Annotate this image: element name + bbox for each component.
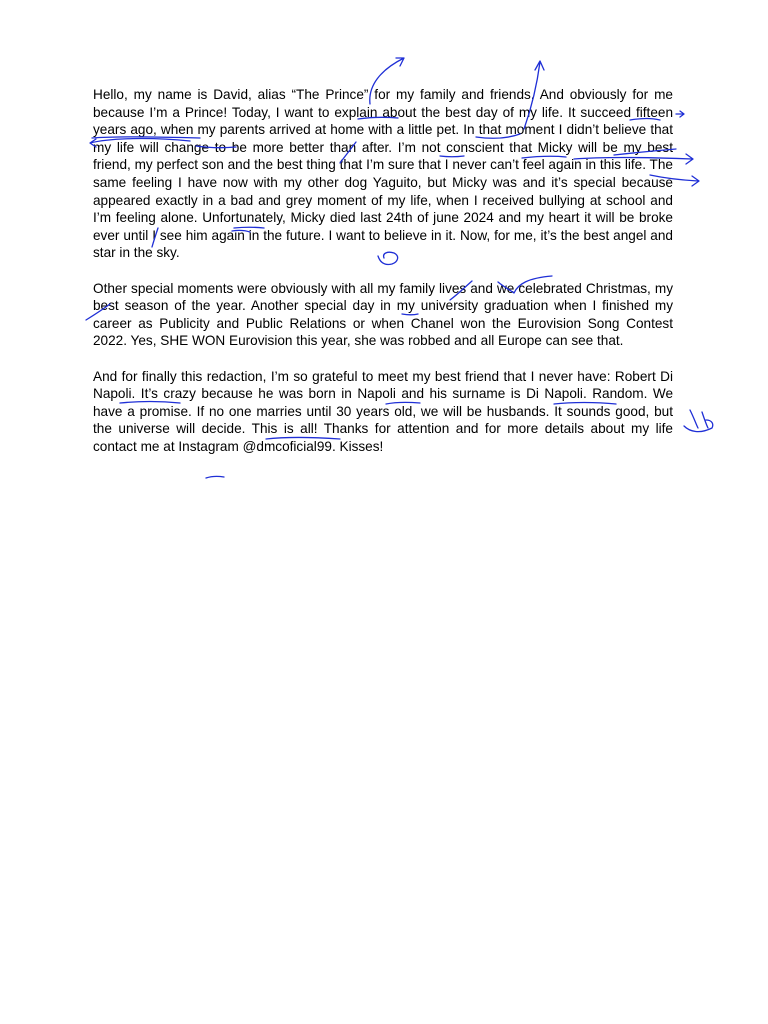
essay-text [93,86,673,473]
paragraph-2: Other special moments were obviously with all my family lives and we celebrated Christmas, my best season of the year. Another special day in my university graduation when I finished my career as Publicity and Public Relations or when Chanel won the Eurovision Song Contest 2022. Yes, SHE WON Eurovision this year, she was robbed and all Europe can see that. [93,280,673,349]
annotation-scribble-random [684,410,713,432]
paragraph-3: And for finally this redaction, I’m so grateful to meet my best friend that I never have: Robert Di Napoli. It’s crazy because he was born in Napoli and his surname is Di Napoli. Random. We have a promise. If no one marries until 30 years old, we will be husbands. It sounds good, but the universe will decide. This is all! Thanks for attention and for more details about my life contact me at Instagram @dmcoficial99. Kisses! [93,368,673,454]
annotation-underline-at [206,476,224,478]
paragraph-1: Hello, my name is David, alias “The Prince” for my family and friends. And obviously for me because I’m a Prince! Today, I want to explain about the best day of my life. It succeed fifteen years ago, when my parents arrived at home with a little pet. In that moment I didn’t believe that my life will change to be more better than after. I’m not conscient that Micky will be my best friend, my perfect son and the best thing that I’m sure that I never can’t feel again in this life. The same feeling I have now with my other dog Yaguito, but Micky was and it’s special because appeared exactly in a bad and grey moment of my life, when I received bullying at school and I’m feeling alone. Unfortunately, Micky died last 24th of june 2024 and my heart it will be broke ever until I see him again in the future. I want to believe in it. Now, for me, it’s the best angel and star in the sky. [93,87,673,261]
